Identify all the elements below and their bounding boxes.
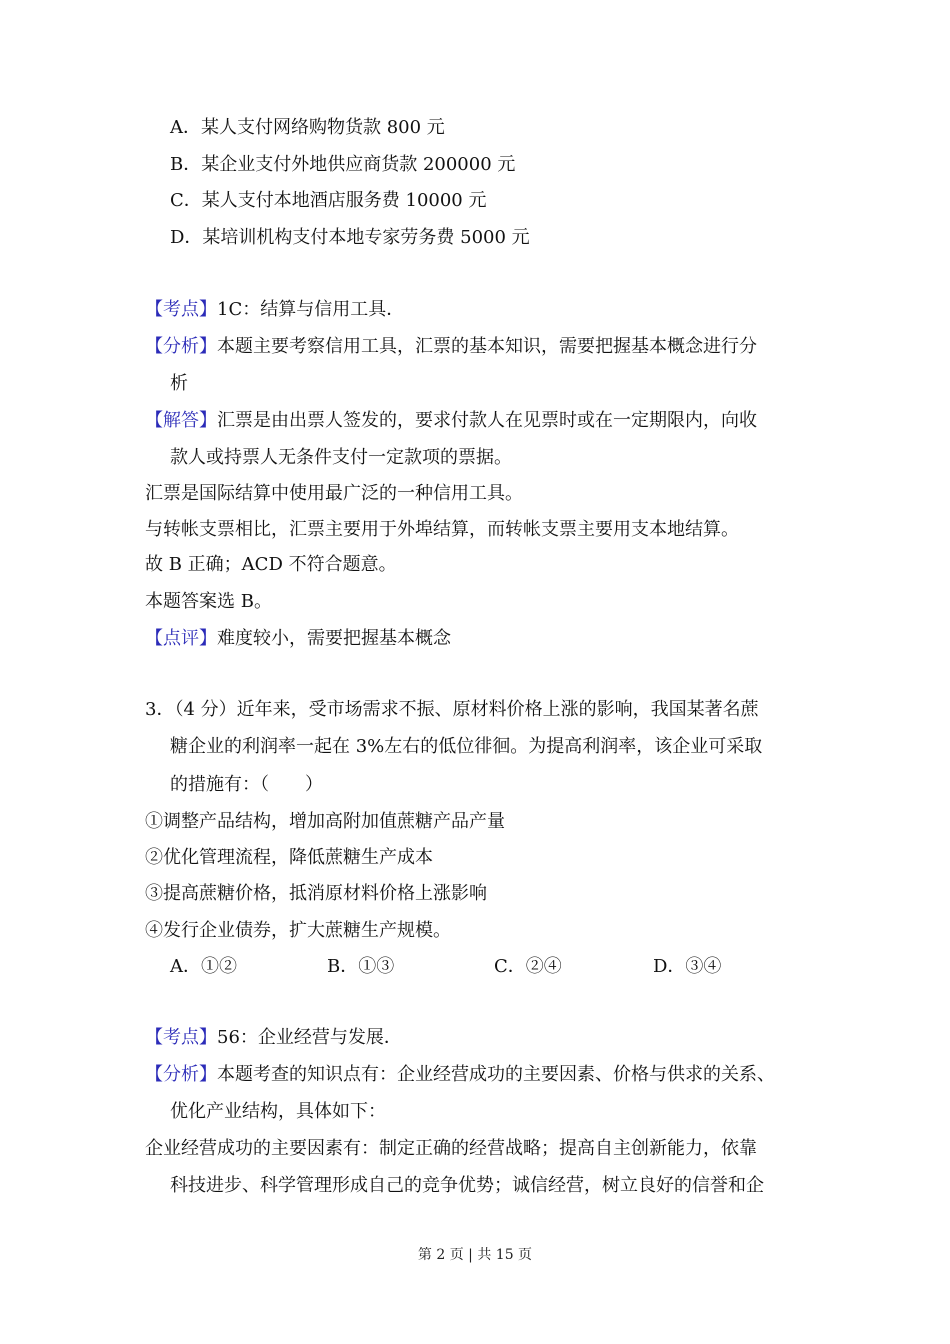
- solution-line: [145, 553, 397, 577]
- answer-option: [170, 955, 237, 979]
- section-label: 【考点】: [145, 299, 217, 320]
- line-text: D．③④: [653, 956, 722, 977]
- solution-line: [170, 446, 512, 470]
- line-text: 的措施有：（ ）: [170, 774, 323, 795]
- section-label: 【分析】: [145, 336, 217, 357]
- answer-option: [327, 955, 394, 979]
- solution-line: [145, 482, 523, 506]
- answer-option: [170, 226, 530, 250]
- solution-line: [145, 1026, 402, 1050]
- line-text: 故 B 正确；ACD 不符合题意。: [145, 554, 397, 575]
- page-footer: 第 2 页 | 共 15 页: [417, 1247, 533, 1263]
- question-line: [145, 698, 759, 722]
- question-line: [145, 846, 433, 870]
- line-text: 1C：结算与信用工具．: [217, 299, 405, 320]
- line-text: 优化产业结构，具体如下：: [170, 1101, 386, 1122]
- line-text: 本题答案选 B。: [145, 591, 272, 612]
- line-text: 企业经营成功的主要因素有：制定正确的经营战略；提高自主创新能力，依靠: [145, 1138, 757, 1159]
- solution-line: [145, 627, 451, 651]
- solution-line: [170, 1174, 764, 1198]
- solution-line: [145, 409, 757, 433]
- solution-line: [170, 1100, 386, 1124]
- line-text: 糖企业的利润率一起在 3%左右的低位徘徊。为提高利润率，该企业可采取: [170, 736, 763, 757]
- solution-line: [145, 298, 404, 322]
- answer-option: [653, 955, 721, 979]
- question-line: [145, 882, 487, 906]
- answer-option: [170, 116, 445, 140]
- solution-line: [145, 1063, 775, 1087]
- line-text: 与转帐支票相比，汇票主要用于外埠结算，而转帐支票主要用支本地结算。: [145, 519, 739, 540]
- solution-line: [145, 518, 739, 542]
- line-text: B．某企业支付外地供应商货款 200000 元: [170, 154, 516, 175]
- line-text: C．某人支付本地酒店服务费 10000 元: [170, 190, 487, 211]
- line-text: 款人或持票人无条件支付一定款项的票据。: [170, 447, 512, 468]
- answer-option: [170, 153, 515, 177]
- line-text: 科技进步、科学管理形成自己的竞争优势；诚信经营，树立良好的信誉和企: [170, 1175, 764, 1196]
- line-text: D．某培训机构支付本地专家劳务费 5000 元: [170, 227, 530, 248]
- solution-line: [170, 372, 188, 396]
- line-text: 汇票是由出票人签发的，要求付款人在见票时或在一定期限内，向收: [217, 410, 757, 431]
- line-text: A．①②: [170, 956, 237, 977]
- question-line: [170, 735, 762, 759]
- question-line: [145, 810, 505, 834]
- line-text: C．②④: [494, 956, 562, 977]
- section-label: 【点评】: [145, 628, 217, 649]
- line-text: ②优化管理流程，降低蔗糖生产成本: [145, 847, 433, 868]
- line-text: B．①③: [327, 956, 395, 977]
- section-label: 【考点】: [145, 1027, 217, 1048]
- line-text: 本题考查的知识点有：企业经营成功的主要因素、价格与供求的关系、: [217, 1064, 775, 1085]
- question-line: [145, 919, 451, 943]
- solution-line: [145, 1137, 757, 1161]
- line-text: ③提高蔗糖价格，抵消原材料价格上涨影响: [145, 883, 487, 904]
- section-label: 【解答】: [145, 410, 217, 431]
- line-text: 析: [170, 373, 188, 394]
- answer-option: [494, 955, 562, 979]
- section-label: 【分析】: [145, 1064, 217, 1085]
- question-line: [170, 773, 323, 797]
- line-text: 56：企业经营与发展．: [217, 1027, 402, 1048]
- line-text: 汇票是国际结算中使用最广泛的一种信用工具。: [145, 483, 523, 504]
- line-text: 3．（4 分）近年来，受市场需求不振、原材料价格上涨的影响，我国某著名蔗: [145, 699, 759, 720]
- line-text: 本题主要考察信用工具，汇票的基本知识，需要把握基本概念进行分: [217, 336, 757, 357]
- answer-option: [170, 189, 486, 213]
- line-text: A．某人支付网络购物货款 800 元: [170, 117, 445, 138]
- line-text: ④发行企业债券，扩大蔗糖生产规模。: [145, 920, 451, 941]
- line-text: 难度较小，需要把握基本概念: [217, 628, 451, 649]
- solution-line: [145, 590, 272, 614]
- solution-line: [145, 335, 757, 359]
- line-text: ①调整产品结构，增加高附加值蔗糖产品产量: [145, 811, 505, 832]
